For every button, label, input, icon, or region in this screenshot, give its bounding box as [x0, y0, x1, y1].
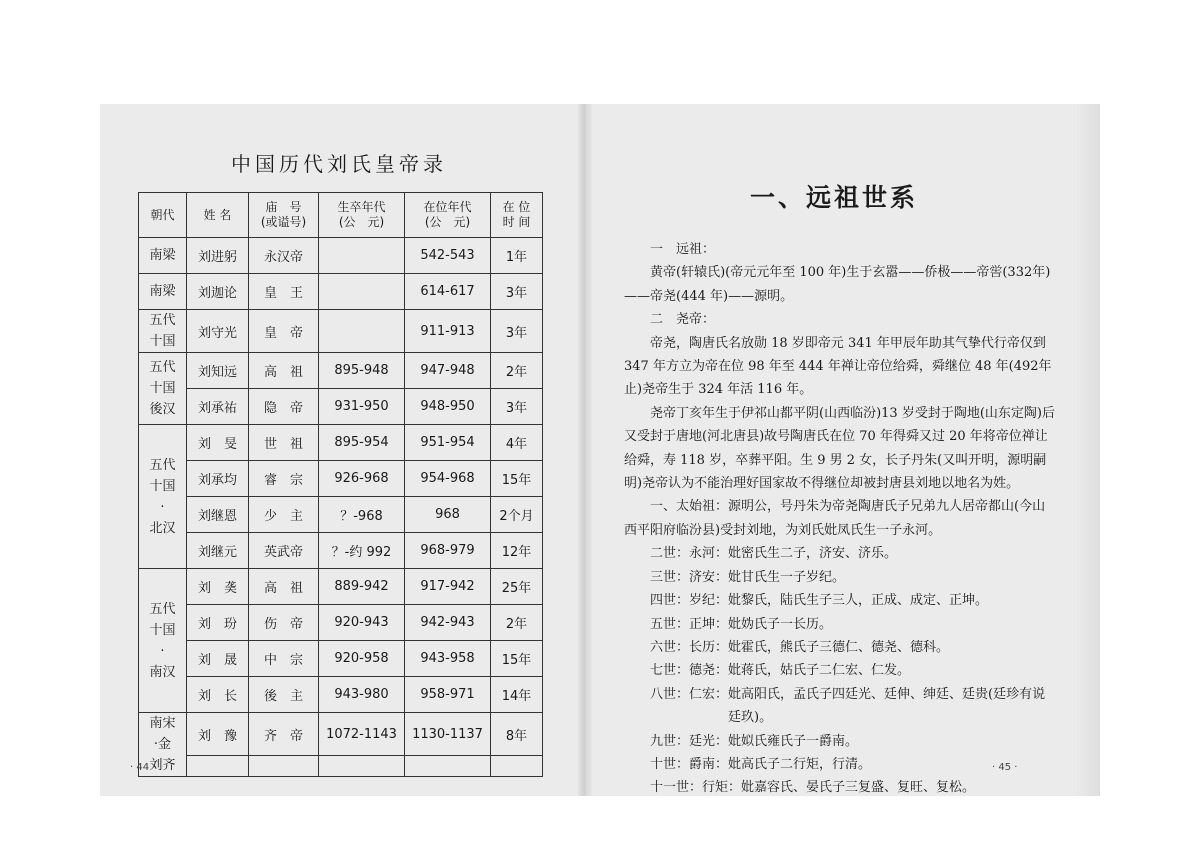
temple-cell: 世 祖	[249, 425, 319, 461]
temple-cell: 中 宗	[249, 641, 319, 677]
generation-line: 四世：岁纪：妣黎氏，陆氏生子三人，正成、成定、正坤。	[650, 593, 989, 609]
table-row	[139, 605, 543, 641]
header-life: 生卒年代 (公 元)	[319, 193, 405, 238]
left-page-title: 中国历代刘氏皇帝录	[231, 152, 447, 176]
dynasty-cell: 南梁	[139, 274, 187, 310]
temple-cell: 隐 帝	[249, 389, 319, 425]
table-row	[139, 353, 543, 389]
temple-cell: 少 主	[249, 497, 319, 533]
temple-cell: 皇 王	[249, 274, 319, 310]
name-cell: 刘承均	[187, 461, 249, 497]
temple-cell: 齐 帝	[249, 713, 319, 756]
generation-line: 七世：德尧：妣蒋氏，姑氏子二仁宏、仁发。	[650, 663, 911, 679]
empty-cell	[405, 756, 491, 777]
header-dynasty: 朝代	[139, 193, 187, 238]
life-cell	[319, 238, 405, 274]
table-row	[139, 569, 543, 605]
table-row	[139, 677, 543, 713]
right-page-title: 一、远祖世系	[749, 183, 918, 212]
reign-cell: 1130-1137	[405, 713, 491, 756]
empty-cell	[249, 756, 319, 777]
section-heading: 二 尧帝：	[650, 312, 716, 328]
name-cell: 刘 豫	[187, 713, 249, 756]
empty-cell	[319, 756, 405, 777]
name-cell: 刘承祐	[187, 389, 249, 425]
reign-cell: 951-954	[405, 425, 491, 461]
duration-cell: 3年	[491, 274, 543, 310]
name-cell: 刘进躬	[187, 238, 249, 274]
name-cell: 刘知远	[187, 353, 249, 389]
dynasty-cell: 五代 十国	[139, 310, 187, 353]
name-cell: 刘 长	[187, 677, 249, 713]
life-cell: 931-950	[319, 389, 405, 425]
table-row	[139, 274, 543, 310]
temple-cell: 高 祖	[249, 569, 319, 605]
temple-cell: 伤 帝	[249, 605, 319, 641]
life-cell	[319, 274, 405, 310]
generation-line: 六世：长历：妣霍氏，熊氏子三德仁、德尧、德科。	[650, 639, 950, 655]
duration-cell: 3年	[491, 310, 543, 353]
header-duration: 在 位 时 间	[491, 193, 543, 238]
generation-line: 三世：济安：妣甘氏生一子岁纪。	[650, 569, 846, 585]
duration-cell: 2年	[491, 605, 543, 641]
life-cell	[319, 310, 405, 353]
table-header-row	[139, 193, 543, 238]
duration-cell: 12年	[491, 533, 543, 569]
reign-cell: 954-968	[405, 461, 491, 497]
reign-cell: 948-950	[405, 389, 491, 425]
reign-cell: 968-979	[405, 533, 491, 569]
duration-cell: 25年	[491, 569, 543, 605]
name-cell: 刘 玢	[187, 605, 249, 641]
paragraph: 尧帝丁亥年生于伊祁山都平阴(山西临汾)13 岁受封于陶地(山东定陶)后又受封于唐地(河北唐县)故号陶唐氏在位 70 年得舜又过 20 年将帝位禅让给舜，寿 118 岁，卒葬平阳。生 9 男 2 女，长子丹朱(又叫开明，源明嗣明)尧帝认为不能治理好国家故不得继位却被封唐县刘地以地名为姓。	[624, 405, 1055, 492]
duration-cell: 8年	[491, 713, 543, 756]
book-gutter	[578, 104, 592, 796]
left-page-number: · 44 ·	[130, 762, 156, 773]
dynasty-cell: 五代 十国 · 北汉	[139, 425, 187, 569]
generation-line: 十世：爵南：妣高氏子二行矩，行清。	[650, 756, 872, 772]
generation-line: 二世：永河：妣密氏生二子，济安、济乐。	[650, 546, 898, 562]
temple-cell: 皇 帝	[249, 310, 319, 353]
name-cell: 刘迦论	[187, 274, 249, 310]
generation-line: 八世：仁宏：妣高阳氏，孟氏子四廷光、廷伸、绅廷、廷贵(廷珍有说廷玖)。	[650, 686, 1046, 726]
life-cell: 1072-1143	[319, 713, 405, 756]
emperor-table	[138, 192, 543, 777]
reign-cell: 911-913	[405, 310, 491, 353]
body-text	[624, 238, 1056, 800]
life-cell: 943-980	[319, 677, 405, 713]
name-cell: 刘守光	[187, 310, 249, 353]
table-row	[139, 461, 543, 497]
paragraph: 帝尧，陶唐氏名放勋 18 岁即帝元 341 年甲辰年助其气挚代行帝仅到 347 年方立为帝在位 98 年至 444 年禅让帝位给舜，舜继位 48 年(492年止)尧帝生于 324 年活 116 年。	[624, 335, 1052, 398]
reign-cell: 968	[405, 497, 491, 533]
paragraph: 黄帝(轩辕氏)(帝元元年至 100 年)生于玄嚣——侨极——帝喾(332年)——帝尧(444 年)——源明。	[624, 265, 1051, 304]
duration-cell: 2年	[491, 353, 543, 389]
table-row	[139, 389, 543, 425]
duration-cell: 2个月	[491, 497, 543, 533]
life-cell: ？-约 992	[319, 533, 405, 569]
duration-cell: 15年	[491, 641, 543, 677]
section-heading: 一 远祖：	[650, 242, 716, 257]
reign-cell: 958-971	[405, 677, 491, 713]
dynasty-cell: 五代 十国 後汉	[139, 353, 187, 425]
life-cell: 920-958	[319, 641, 405, 677]
reign-cell: 542-543	[405, 238, 491, 274]
temple-cell: 後 主	[249, 677, 319, 713]
duration-cell: 14年	[491, 677, 543, 713]
generation-line: 五世：正坤：妣妫氏子一长历。	[650, 616, 833, 632]
table-row	[139, 310, 543, 353]
duration-cell: 3年	[491, 389, 543, 425]
left-page	[100, 104, 578, 796]
temple-cell: 高 祖	[249, 353, 319, 389]
header-temple: 庙 号 (或谥号)	[249, 193, 319, 238]
reign-cell: 614-617	[405, 274, 491, 310]
life-cell: 920-943	[319, 605, 405, 641]
name-cell: 刘 䶮	[187, 569, 249, 605]
right-page-number: · 45 ·	[992, 762, 1018, 773]
table-row	[139, 497, 543, 533]
temple-cell: 英武帝	[249, 533, 319, 569]
header-reign: 在位年代 (公 元)	[405, 193, 491, 238]
table-row	[139, 238, 543, 274]
duration-cell: 1年	[491, 238, 543, 274]
life-cell: 926-968	[319, 461, 405, 497]
generation-line: 十一世：行矩：妣嘉容氏、晏氏子三复盛、复旺、复松。	[650, 780, 976, 796]
name-cell: 刘 晟	[187, 641, 249, 677]
reign-cell: 942-943	[405, 605, 491, 641]
duration-cell: 4年	[491, 425, 543, 461]
empty-cell	[187, 756, 249, 777]
table-row	[139, 533, 543, 569]
life-cell: 895-948	[319, 353, 405, 389]
table-row	[139, 641, 543, 677]
generation-line: 九世：廷光：妣姒氏雍氏子一爵南。	[650, 733, 859, 749]
life-cell: ？-968	[319, 497, 405, 533]
life-cell: 889-942	[319, 569, 405, 605]
life-cell: 895-954	[319, 425, 405, 461]
name-cell: 刘继元	[187, 533, 249, 569]
reign-cell: 917-942	[405, 569, 491, 605]
temple-cell: 永汉帝	[249, 238, 319, 274]
empty-cell	[491, 756, 543, 777]
right-page	[592, 104, 1100, 796]
table-row	[139, 425, 543, 461]
reign-cell: 947-948	[405, 353, 491, 389]
table-row-empty	[139, 756, 543, 777]
reign-cell: 943-958	[405, 641, 491, 677]
dynasty-cell: 南梁	[139, 238, 187, 274]
dynasty-cell: 五代 十国 · 南汉	[139, 569, 187, 713]
temple-cell: 睿 宗	[249, 461, 319, 497]
dynasty-cell: 南宋 ·金 刘齐	[139, 713, 187, 777]
paragraph: 一、太始祖：源明公，号丹朱为帝尧陶唐氏子兄弟九人居帝都山(今山西平阳府临汾县)受封刘地，为刘氏妣凤氏生一子永河。	[624, 499, 1046, 538]
header-name: 姓 名	[187, 193, 249, 238]
name-cell: 刘继恩	[187, 497, 249, 533]
name-cell: 刘 旻	[187, 425, 249, 461]
duration-cell: 15年	[491, 461, 543, 497]
table-row	[139, 713, 543, 756]
